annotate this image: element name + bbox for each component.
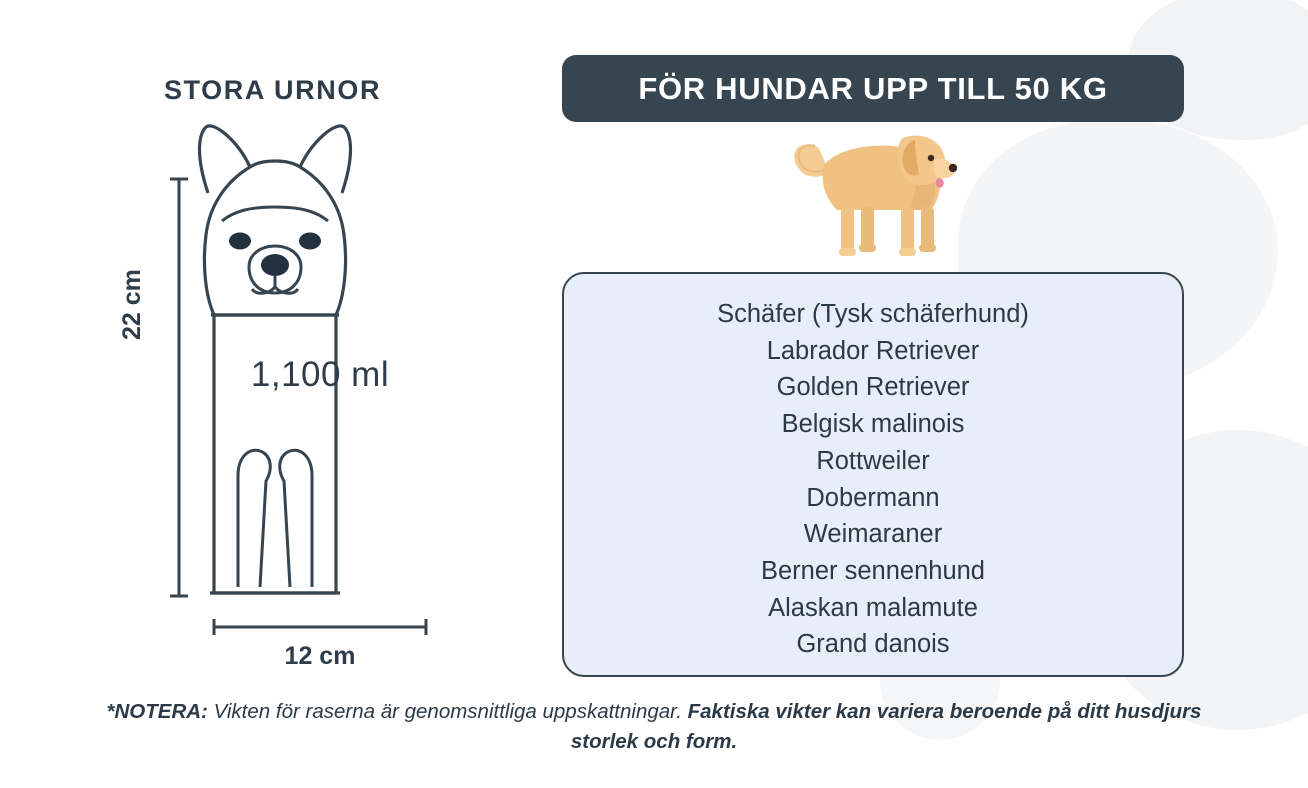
golden-retriever-illustration <box>785 118 975 273</box>
horizontal-dimension-arrow <box>210 617 430 637</box>
urn-volume-label: 1,100 ml <box>250 355 390 394</box>
urn-panel-title: STORA URNOR <box>163 75 382 105</box>
list-item: Alaskan malamute <box>768 593 978 622</box>
urn-panel <box>0 0 545 690</box>
urn-height-label: 22 cm <box>118 269 146 340</box>
list-item: Dobermann <box>806 483 940 512</box>
list-item: Golden Retriever <box>776 373 970 402</box>
list-item: Rottweiler <box>816 446 930 475</box>
footnote-text: Vikten för raserna är genomsnittliga uppskattningar. <box>207 700 688 723</box>
list-item: Schäfer (Tysk schäferhund) <box>717 300 1029 328</box>
footnote <box>0 697 1308 757</box>
vertical-dimension-arrow <box>168 175 190 600</box>
urn-width-label: 12 cm <box>284 642 356 670</box>
list-item: Belgisk malinois <box>781 410 965 439</box>
weight-category-banner <box>562 55 1184 122</box>
list-item: Grand danois <box>796 630 950 659</box>
footnote-label: *NOTERA: <box>106 700 208 723</box>
list-item: Berner sennenhund <box>760 556 985 585</box>
list-item: Labrador Retriever <box>766 336 980 365</box>
footnote-emphasis: Faktiska vikter kan variera beroende på ditt husdjurs storlek och form. <box>570 700 1202 753</box>
breeds-list <box>562 272 1184 677</box>
breeds-panel <box>545 0 1308 690</box>
list-item: Weimaraner <box>803 520 943 549</box>
weight-category-label: FÖR HUNDAR UPP TILL 50 KG <box>638 70 1108 106</box>
